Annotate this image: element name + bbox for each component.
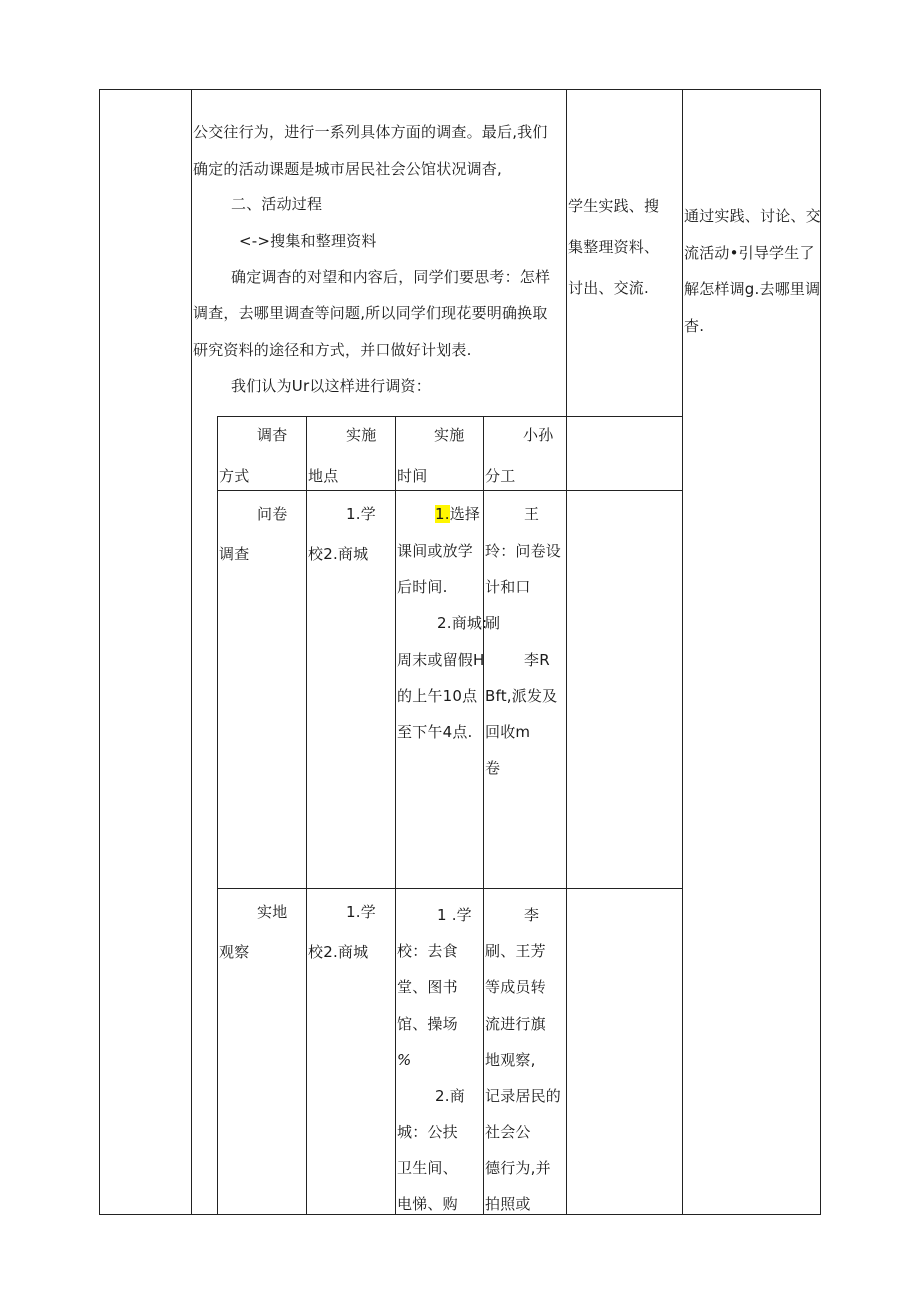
row2-time-2: 校：去食 bbox=[397, 942, 458, 960]
row1-location-2: 校2.商城 bbox=[308, 545, 369, 563]
row2-location-1: 1.学 bbox=[346, 903, 376, 921]
header-division-2: 分工 bbox=[485, 467, 516, 485]
row1-division-2: 玲：问卷设 bbox=[485, 542, 562, 560]
subsection-heading: <->搜集和整理资料 bbox=[239, 232, 377, 250]
row1-division-4: 刷 bbox=[485, 614, 501, 632]
header-method-1: 调杳 bbox=[257, 426, 288, 444]
row2-division-1: 李 bbox=[524, 906, 540, 924]
design-intent-line-2: 流活动•引导学生了 bbox=[684, 244, 815, 262]
row2-division-5: 地观察, bbox=[485, 1051, 536, 1069]
row2-time-6: 2.商 bbox=[435, 1087, 465, 1105]
plan-table-col-divider-1 bbox=[306, 416, 307, 1215]
table-bottom-border bbox=[99, 1214, 821, 1215]
paragraph-line-2: 调查，去哪里调查等问题,所以同学们现花要明确换取 bbox=[193, 304, 548, 322]
header-division-1: 小孙 bbox=[523, 426, 554, 444]
row1-method-2: 调查 bbox=[219, 545, 250, 563]
row1-time-1: 1.选择 bbox=[435, 505, 481, 523]
row2-time-1: 1 .学 bbox=[437, 906, 472, 924]
row1-location-1: 1.学 bbox=[346, 505, 376, 523]
row2-division-2: 刷、王芳 bbox=[485, 942, 546, 960]
row2-time-9: 电悌、购 bbox=[397, 1195, 458, 1213]
row2-division-9: 拍照或 bbox=[485, 1195, 531, 1213]
student-activity-line-2: 集整理资料、 bbox=[568, 238, 660, 256]
paragraph-line-3: 研究资料的途径和方式，并口做好计划表. bbox=[193, 341, 472, 359]
row1-method-1: 问卷 bbox=[257, 505, 288, 523]
row1-division-5: 李R bbox=[524, 651, 550, 669]
row2-division-4: 流进行旗 bbox=[485, 1015, 546, 1033]
header-location-1: 实施 bbox=[346, 426, 377, 444]
row1-division-3: 计和口 bbox=[485, 578, 531, 596]
row2-method-1: 实地 bbox=[257, 903, 288, 921]
main-text-line-1: 公交往行为，进行一系列具体方面的调查。最后,我们 bbox=[193, 123, 548, 141]
student-activity-line-1: 学生实践、搜 bbox=[568, 197, 660, 215]
row2-time-7: 城：公扶 bbox=[397, 1123, 458, 1141]
row1-division-6: Bft,派发及 bbox=[485, 687, 558, 705]
row2-location-2: 校2.商城 bbox=[308, 943, 369, 961]
row2-division-7: 社会公 bbox=[485, 1123, 531, 1141]
main-text-line-2: 确定的活动课题是城市居民社会公馆状况调杳, bbox=[193, 160, 502, 178]
paragraph-line-4: 我们认为Ur以这样进行调资： bbox=[231, 377, 431, 395]
column-divider-1 bbox=[191, 89, 192, 1215]
row1-time-2: 课间或放学 bbox=[397, 542, 474, 560]
section-heading: 二、活动过程 bbox=[231, 195, 323, 213]
student-activity-line-3: 讨出、交流. bbox=[568, 279, 649, 297]
plan-table-col-divider-3 bbox=[483, 416, 484, 1215]
row1-division-8: 卷 bbox=[485, 759, 501, 777]
plan-table-col-divider-2 bbox=[395, 416, 396, 1215]
design-intent-line-3: 解怎样调g.去哪里调 bbox=[684, 280, 821, 298]
row2-division-3: 等成员转 bbox=[485, 978, 546, 996]
paragraph-line-1: 确定调杳的对望和内容后，同学们要思考：怎样 bbox=[231, 268, 551, 286]
header-time-1: 实施 bbox=[434, 426, 465, 444]
column-divider-3 bbox=[682, 89, 683, 1215]
plan-table-left-border bbox=[217, 416, 218, 1215]
table-left-border bbox=[99, 89, 100, 1215]
header-location-2: 地点 bbox=[308, 467, 339, 485]
table-right-border bbox=[820, 89, 821, 1215]
row2-time-8: 卫生间、 bbox=[397, 1159, 458, 1177]
header-time-2: 时间 bbox=[397, 467, 428, 485]
row1-time-4: 2.商城: bbox=[437, 614, 488, 632]
design-intent-line-4: 杳. bbox=[684, 317, 705, 335]
row1-time-5: 周末或留假H bbox=[397, 651, 485, 669]
row1-time-7: 至下午4点. bbox=[397, 723, 473, 741]
design-intent-line-1: 通过实践、讨论、交 bbox=[684, 207, 821, 225]
row2-division-6: 记录居民的 bbox=[485, 1087, 562, 1105]
row2-time-4: 馆、操场 bbox=[397, 1015, 458, 1033]
table-top-border bbox=[99, 89, 821, 90]
highlight-mark: 1. bbox=[435, 505, 450, 523]
row1-division-1: 王 bbox=[524, 505, 540, 523]
row1-time-3: 后时间. bbox=[397, 578, 448, 596]
plan-table-row-divider bbox=[217, 888, 683, 889]
plan-table-header-divider bbox=[217, 490, 683, 491]
row1-division-7: 回收m bbox=[485, 723, 531, 741]
row2-time-3: 堂、图书 bbox=[397, 978, 458, 996]
plan-table-top-border bbox=[217, 416, 683, 417]
row2-method-2: 观察 bbox=[219, 943, 250, 961]
header-method-2: 方式 bbox=[219, 467, 250, 485]
row1-time-6: 的上午10点 bbox=[397, 687, 478, 705]
row2-division-8: 德行为,并 bbox=[485, 1159, 551, 1177]
row2-time-5: % bbox=[397, 1051, 412, 1069]
column-divider-2 bbox=[566, 89, 567, 1215]
